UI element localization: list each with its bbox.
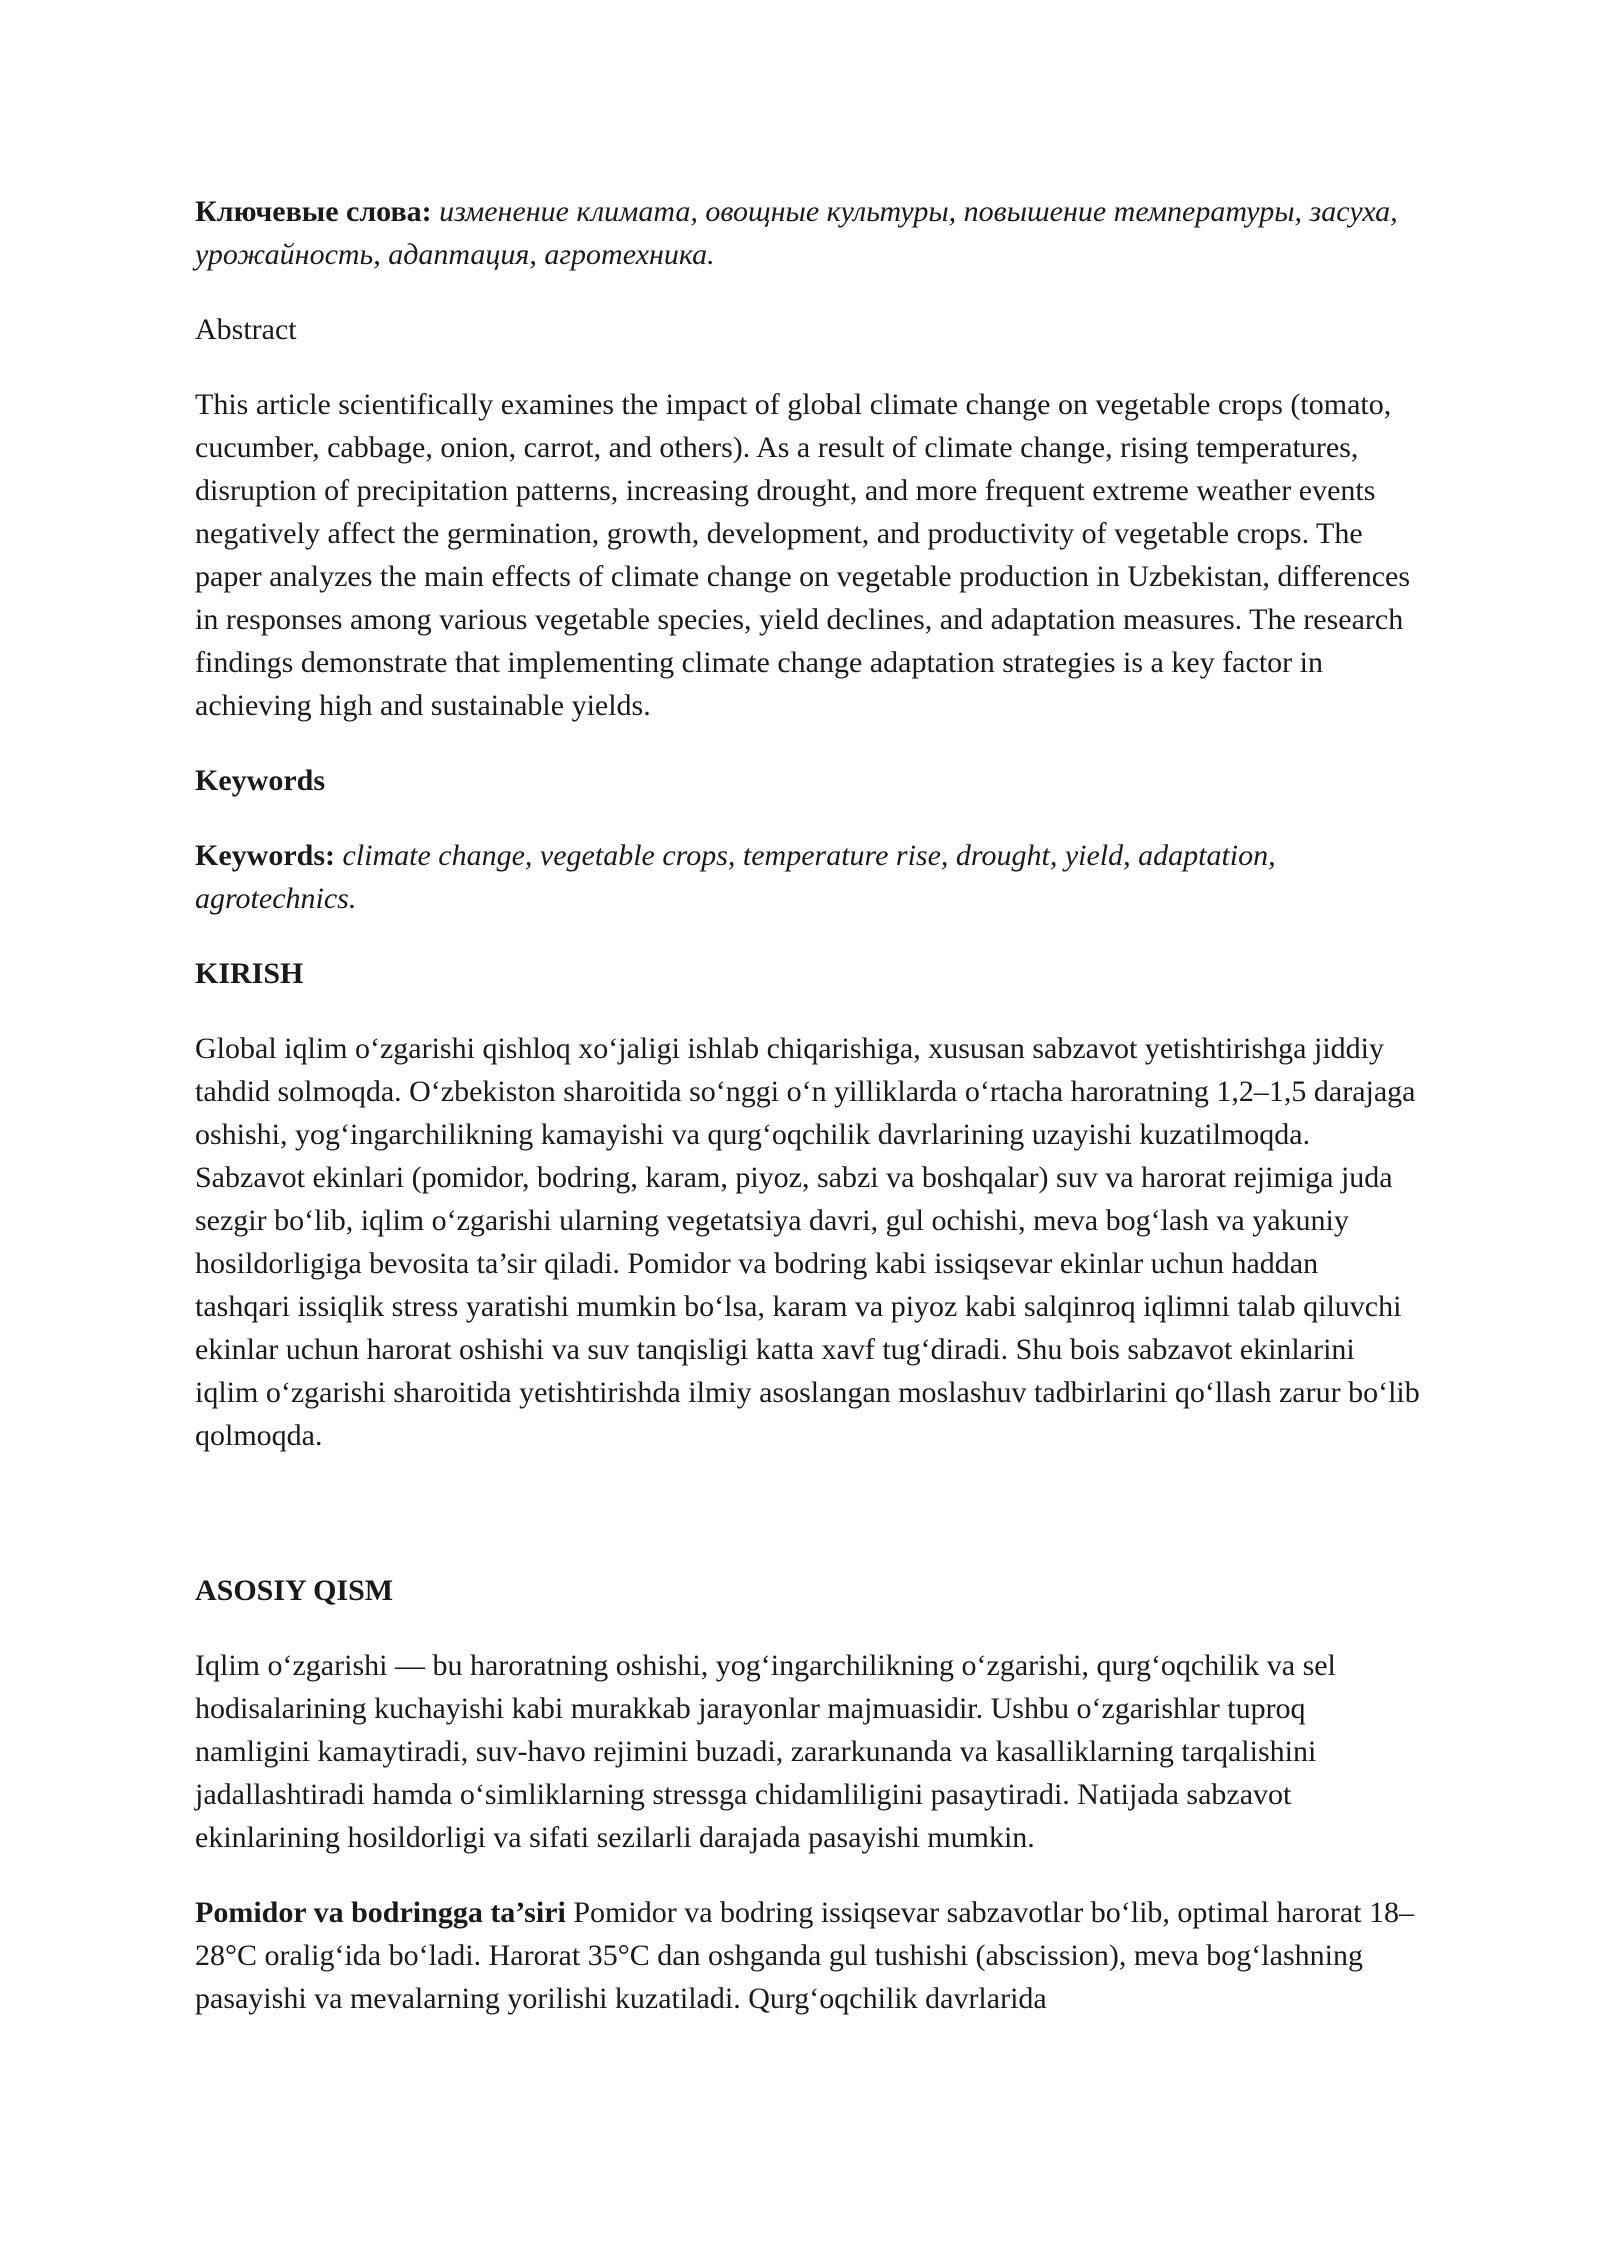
pomidor-run-in-heading: Pomidor va bodringga ta’siri <box>195 1896 566 1929</box>
en-keywords-terms: climate change, vegetable crops, temperature rise, drought, yield, adaptation, agrotechnics. <box>195 839 1276 915</box>
keywords-heading: Keywords <box>195 764 325 797</box>
ru-keywords-terms: изменение климата, овощные культуры, повышение температуры, засуха, урожайность, адаптация, агротехника. <box>195 195 1398 271</box>
kirish-text: Global iqlim o‘zgarishi qishloq xo‘jaligi ishlab chiqarishiga, xususan sabzavot yetishtirishga jiddiy tahdid solmoqda. O‘zbekiston sharoitida so‘nggi o‘n yilliklarda o‘rtacha haroratning 1,2–1,5 darajaga oshishi, yog‘ingarchilikning kamayishi va qurg‘oqchilik davrlarining uzayishi kuzatilmoqda. Sabzavot ekinlari (pomidor, bodring, karam, piyoz, sabzi va boshqalar) suv va harorat rejimiga juda sezgir bo‘lib, iqlim o‘zgarishi ularning vegetatsiya davri, gul ochishi, meva bog‘lash va yakuniy hosildorligiga bevosita ta’sir qiladi. Pomidor va bodring kabi issiqsevar ekinlar uchun haddan tashqari issiqlik stress yaratishi mumkin bo‘lsa, karam va piyoz kabi salqinroq iqlimni talab qiluvchi ekinlar uchun harorat oshishi va suv tanqisligi katta xavf tug‘diradi. Shu bois sabzavot ekinlarini iqlim o‘zgarishi sharoitida yetishtirishda ilmiy asoslangan moslashuv tadbirlarini qo‘llash zarur bo‘lib qolmoqda. <box>195 1032 1420 1452</box>
en-keywords-label: Keywords: <box>195 839 335 872</box>
abstract-heading: Abstract <box>195 313 297 346</box>
asosiy-qism-heading: ASOSIY QISM <box>195 1574 394 1607</box>
en-keywords-paragraph <box>195 834 1420 920</box>
asosiy-qism-text: Iqlim o‘zgarishi — bu haroratning oshishi, yog‘ingarchilikning o‘zgarishi, qurg‘oqchilik va sel hodisalarining kuchayishi kabi murakkab jarayonlar majmuasidir. Ushbu o‘zgarishlar tuproq namligini kamaytiradi, suv-havo rejimini buzadi, zararkunanda va kasalliklarning tarqalishini jadallashtiradi hamda o‘simliklarning stressga chidamliligini pasaytiradi. Natijada sabzavot ekinlarining hosildorligi va sifati sezilarli darajada pasayishi mumkin. <box>195 1649 1336 1854</box>
pomidor-text: Pomidor va bodring issiqsevar sabzavotlar bo‘lib, optimal harorat 18–28°C oralig‘ida bo‘ladi. Harorat 35°C dan oshganda gul tushishi (abscission), meva bog‘lashning pasayishi va mevalarning yorilishi kuzatiladi. Qurg‘oqchilik davrlarida <box>195 1896 1415 2015</box>
pomidor-paragraph <box>195 1891 1420 2020</box>
abstract-text: This article scientifically examines the impact of global climate change on vegetable crops (tomato, cucumber, cabbage, onion, carrot, and others). As a result of climate change, rising temperatures, disruption of precipitation patterns, increasing drought, and more frequent extreme weather events negatively affect the germination, growth, development, and productivity of vegetable crops. The paper analyzes the main effects of climate change on vegetable production in Uzbekistan, differences in responses among various vegetable species, yield declines, and adaptation measures. The research findings demonstrate that implementing climate change adaptation strategies is a key factor in achieving high and sustainable yields. <box>195 388 1411 722</box>
ru-keywords-label: Ключевые слова: <box>195 195 432 228</box>
document-page <box>195 190 1420 2052</box>
section-spacer <box>195 1489 1420 1569</box>
kirish-heading: KIRISH <box>195 957 304 990</box>
ru-keywords-paragraph <box>195 190 1420 276</box>
